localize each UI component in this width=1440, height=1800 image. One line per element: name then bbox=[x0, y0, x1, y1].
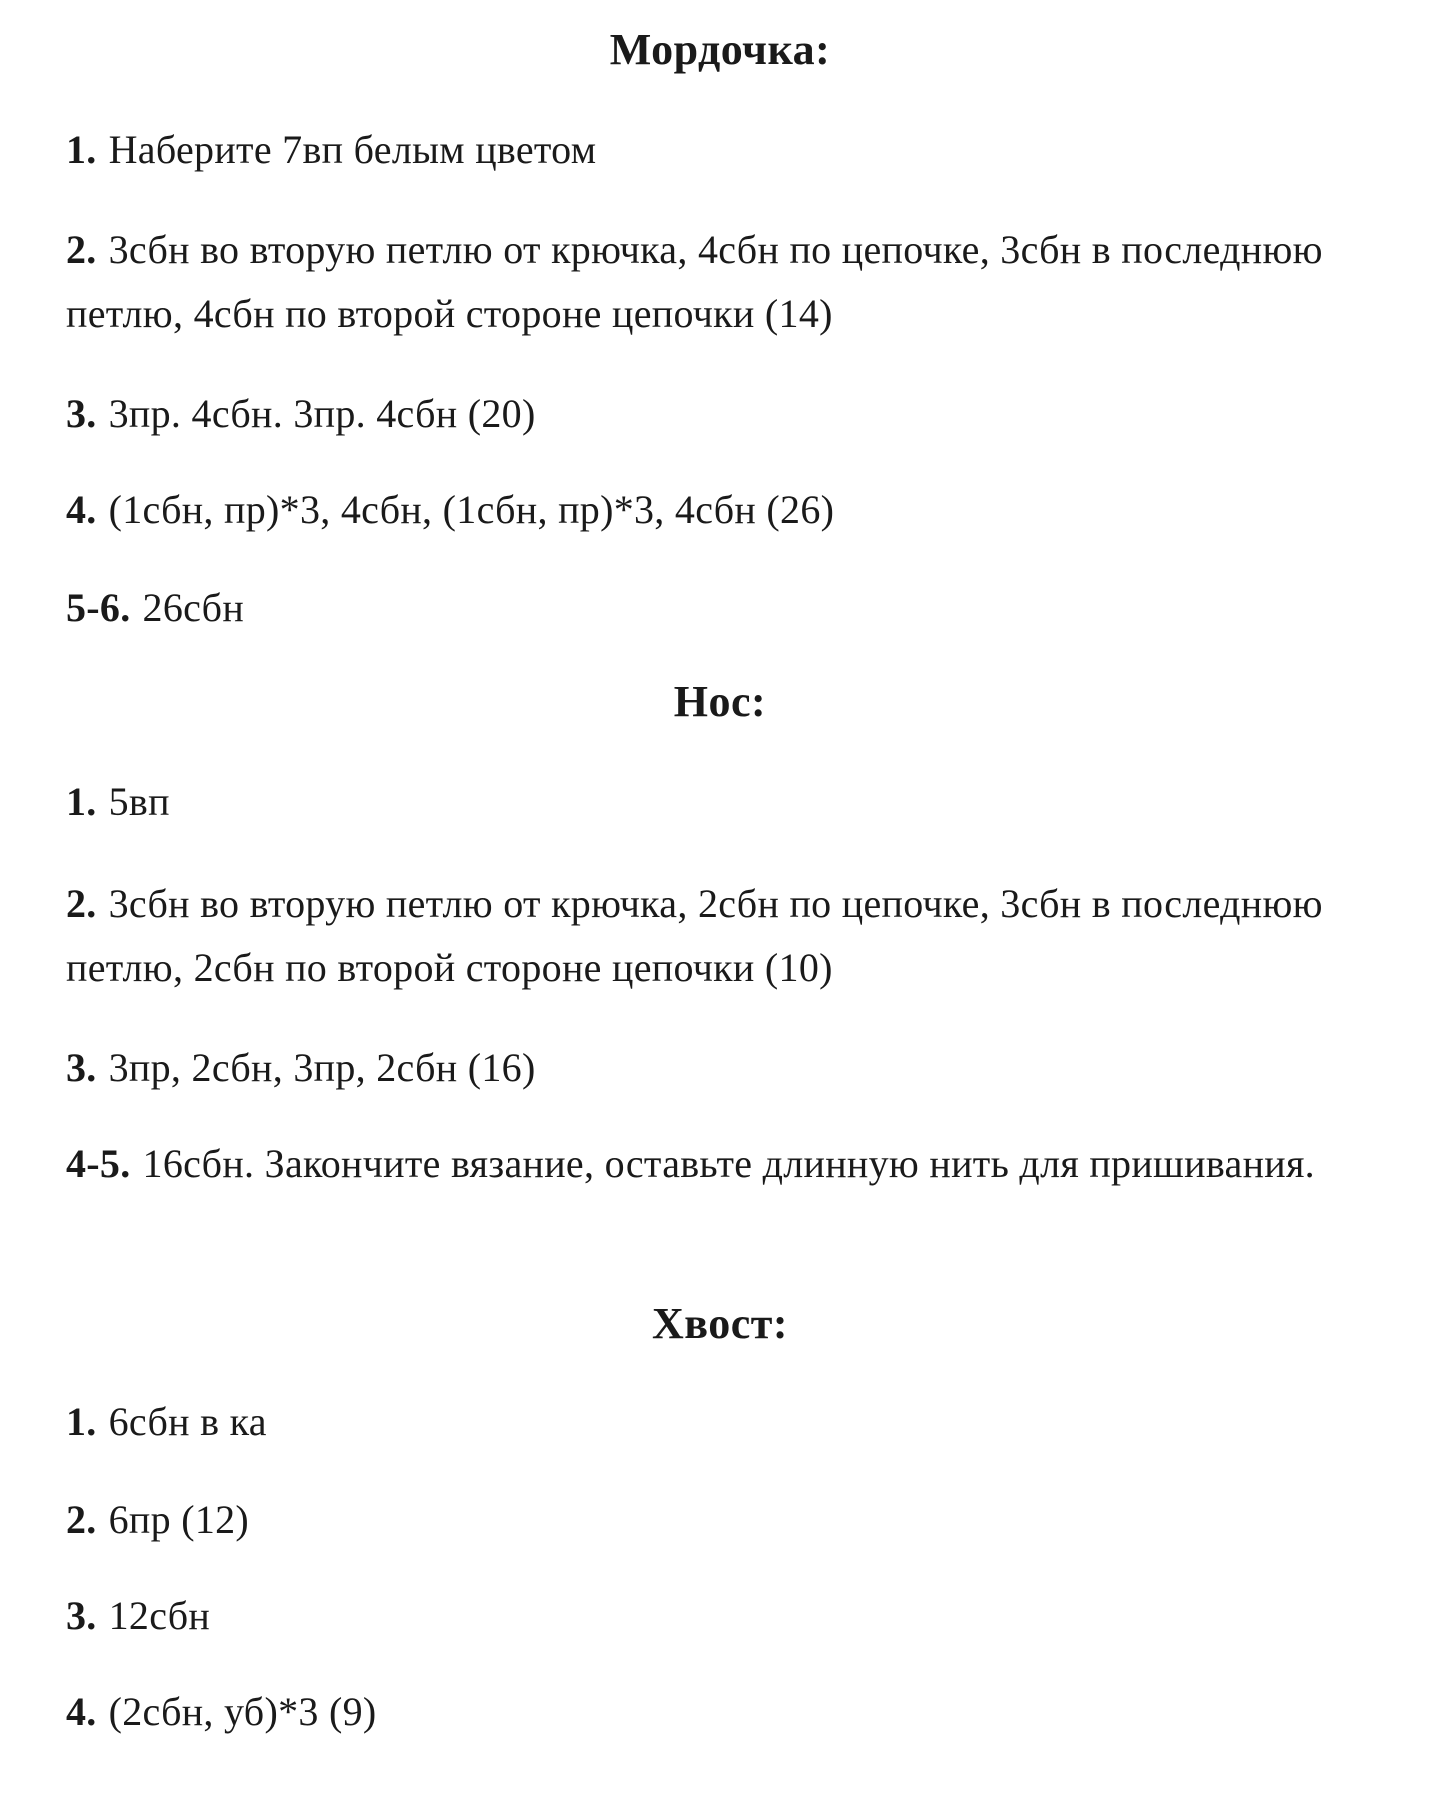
instruction-row bbox=[66, 872, 1376, 1000]
instruction-row bbox=[66, 1390, 1376, 1454]
instruction-row bbox=[66, 218, 1376, 346]
row-text: 12сбн bbox=[108, 1593, 211, 1638]
instruction-row bbox=[66, 118, 1376, 182]
row-text: 16сбн. Закончите вязание, оставьте длинную нить для пришивания. bbox=[142, 1141, 1315, 1186]
row-number: 2. bbox=[66, 227, 97, 272]
row-text: 5вп bbox=[108, 779, 170, 824]
instruction-row bbox=[66, 478, 1376, 542]
row-number: 4. bbox=[66, 1689, 97, 1734]
row-number: 4. bbox=[66, 487, 97, 532]
row-number: 3. bbox=[66, 1045, 97, 1090]
instruction-row bbox=[66, 770, 1376, 834]
row-number: 2. bbox=[66, 881, 97, 926]
instruction-row bbox=[66, 576, 1376, 640]
row-text: 3пр. 4сбн. 3пр. 4сбн (20) bbox=[108, 391, 536, 436]
row-text: 3сбн во вторую петлю от крючка, 4сбн по цепочке, 3сбн в последнюю петлю, 4сбн по второй стороне цепочки (14) bbox=[66, 227, 1323, 336]
instruction-row bbox=[66, 1584, 1376, 1648]
row-text: 6пр (12) bbox=[108, 1497, 250, 1542]
instruction-row bbox=[66, 1036, 1376, 1100]
section-title-mordochka: Мордочка: bbox=[609, 25, 831, 74]
row-number: 4-5. bbox=[66, 1141, 131, 1186]
instruction-row bbox=[66, 382, 1376, 446]
row-number: 2. bbox=[66, 1497, 97, 1542]
row-number: 5-6. bbox=[66, 585, 131, 630]
instruction-row bbox=[66, 1488, 1376, 1552]
row-text: 6сбн в ка bbox=[108, 1399, 267, 1444]
row-text: (1сбн, пр)*3, 4сбн, (1сбн, пр)*3, 4сбн (26) bbox=[108, 487, 835, 532]
section-title-nos: Нос: bbox=[673, 677, 767, 726]
row-number: 1. bbox=[66, 779, 97, 824]
row-text: 3пр, 2сбн, 3пр, 2сбн (16) bbox=[108, 1045, 536, 1090]
row-number: 3. bbox=[66, 1593, 97, 1638]
row-number: 1. bbox=[66, 1399, 97, 1444]
row-text: 3сбн во вторую петлю от крючка, 2сбн по цепочке, 3сбн в последнюю петлю, 2сбн по второй стороне цепочки (10) bbox=[66, 881, 1323, 990]
row-number: 3. bbox=[66, 391, 97, 436]
row-text: 26сбн bbox=[142, 585, 245, 630]
row-text: (2сбн, уб)*3 (9) bbox=[108, 1689, 377, 1734]
row-number: 1. bbox=[66, 127, 97, 172]
row-text: Наберите 7вп белым цветом bbox=[108, 127, 597, 172]
section-title-khvost: Хвост: bbox=[651, 1299, 789, 1348]
instruction-row bbox=[66, 1680, 1376, 1744]
instruction-row bbox=[66, 1132, 1376, 1196]
